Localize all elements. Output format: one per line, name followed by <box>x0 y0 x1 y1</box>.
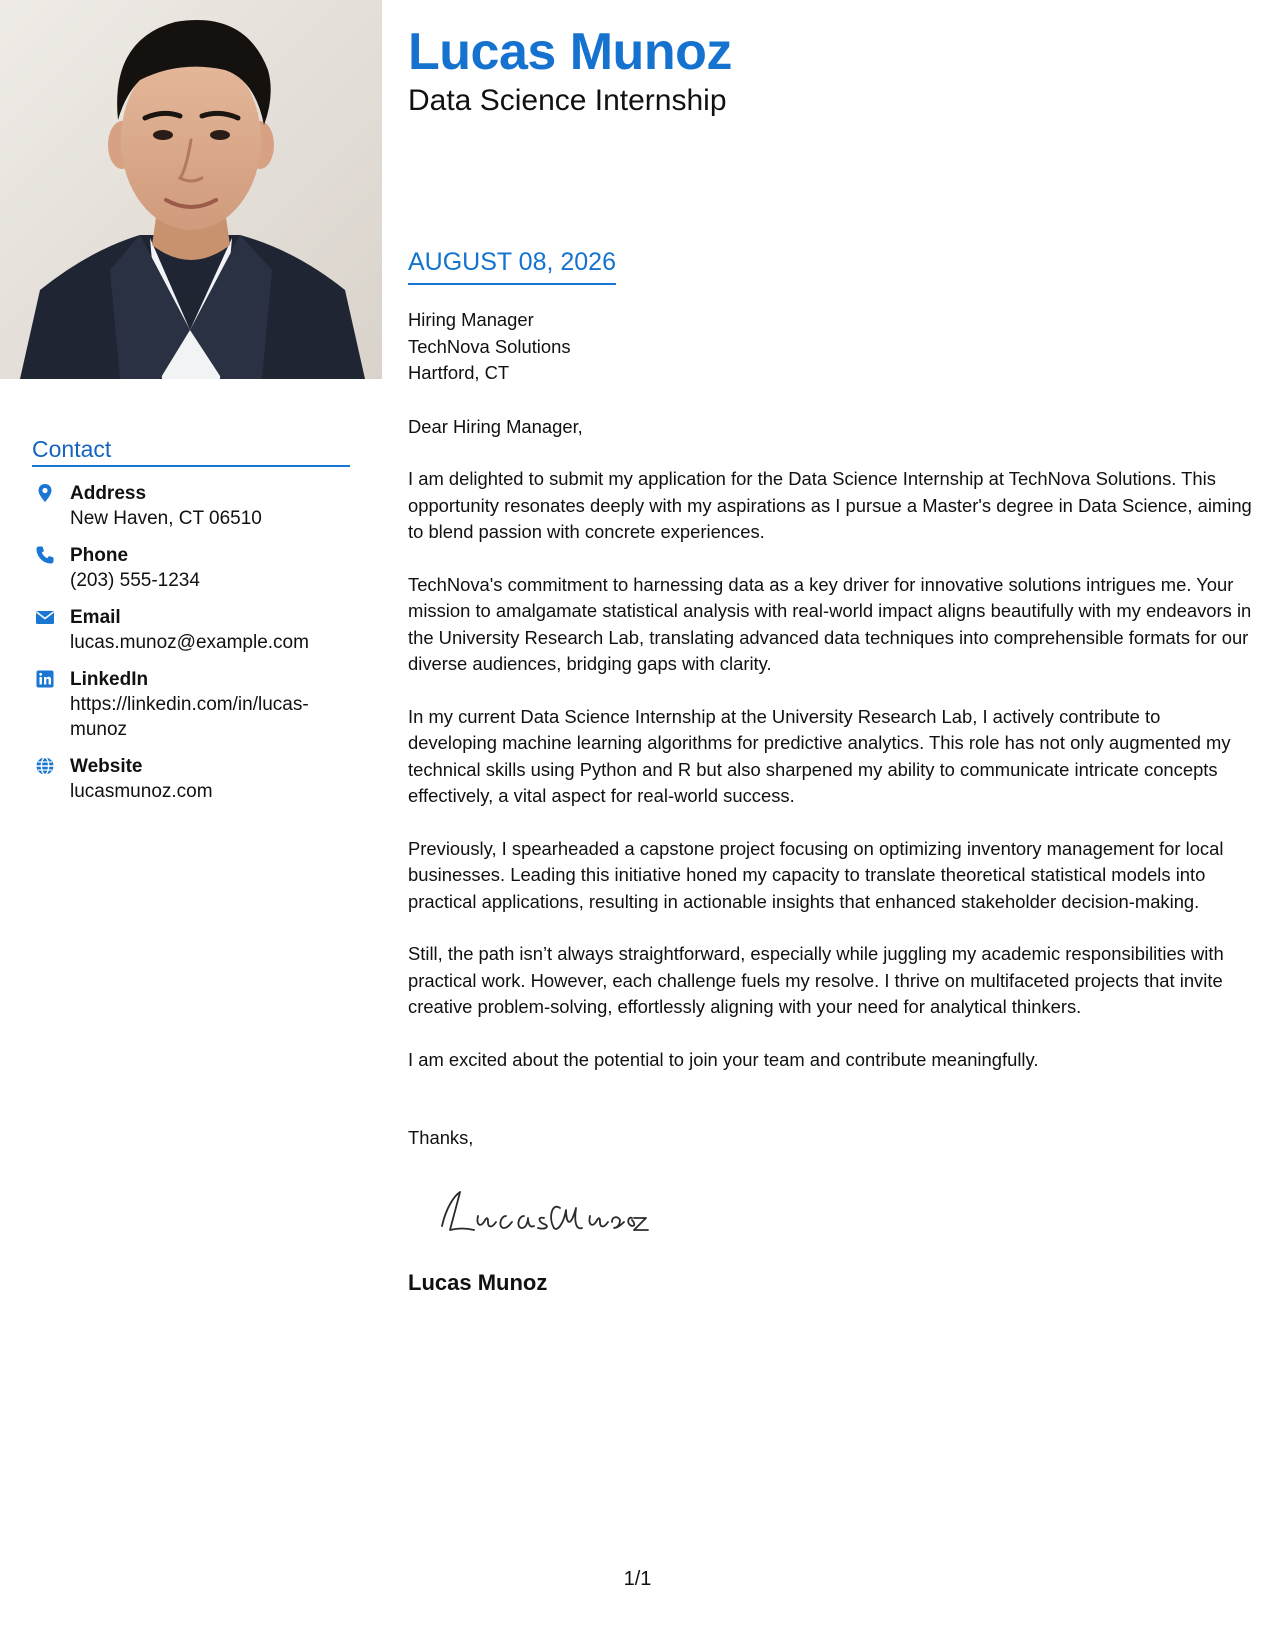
letter-paragraph: I am delighted to submit my application for the Data Science Internship at TechNova Solutions. This opportunity resonates deeply with my aspirations as I pursue a Master's degree in Data Science, aiming to blend passion with concrete experiences. <box>408 468 1252 542</box>
sidebar <box>0 0 382 1650</box>
recipient-line: Hiring Manager <box>408 309 534 330</box>
website-link[interactable]: lucasmunoz.com <box>70 781 213 802</box>
email-link[interactable]: lucas.munoz@example.com <box>70 632 309 653</box>
phone-icon <box>35 545 55 565</box>
contact-section <box>32 436 350 816</box>
salutation: Dear Hiring Manager, <box>408 415 583 437</box>
phone-value[interactable]: (203) 555-1234 <box>70 570 200 591</box>
contact-phone <box>32 543 350 593</box>
contact-label: Email <box>70 607 121 628</box>
signed-name: Lucas Munoz <box>408 1270 548 1295</box>
handwritten-signature <box>434 1178 664 1248</box>
profile-photo <box>0 0 382 379</box>
recipient-line: TechNova Solutions <box>408 335 571 357</box>
portrait-illustration <box>0 0 382 379</box>
contact-label: LinkedIn <box>70 669 149 690</box>
letter-paragraph: Still, the path isn’t always straightforward, especially while juggling my academic responsibilities with practical work. However, each challenge fuels my resolve. I thrive on multifaceted projects that invite creative problem-solving, effortlessly aligning with your need for analytical thinkers. <box>408 943 1224 1017</box>
recipient-block <box>408 307 1253 387</box>
contact-website <box>32 754 350 804</box>
letter-content <box>408 307 1253 1073</box>
contact-heading: Contact <box>32 436 350 467</box>
linkedin-icon <box>35 669 55 689</box>
closing: Thanks, <box>408 1127 474 1148</box>
applicant-name: Lucas Munoz <box>408 23 732 81</box>
applied-role: Data Science Internship <box>408 84 727 117</box>
contact-linkedin <box>32 667 350 742</box>
recipient-line: Hartford, CT <box>408 362 510 383</box>
letter-date: AUGUST 08, 2026 <box>408 248 616 285</box>
envelope-icon <box>35 607 55 627</box>
contact-label: Address <box>70 483 147 504</box>
contact-label: Phone <box>70 545 129 566</box>
linkedin-link[interactable]: https://linkedin.com/in/lucas-munoz <box>70 694 309 740</box>
address-value: New Haven, CT 06510 <box>70 508 262 529</box>
contact-email <box>32 605 350 655</box>
letter-paragraph: I am excited about the potential to join your team and contribute meaningfully. <box>408 1048 1039 1070</box>
letter-paragraph: Previously, I spearheaded a capstone project focusing on optimizing inventory management for local businesses. Leading this initiative honed my capacity to translate theoretical statistical models into practical applications, resulting in actionable insights that enhanced stakeholder decision-making. <box>408 837 1224 912</box>
map-pin-icon <box>35 483 55 503</box>
letter-paragraph: In my current Data Science Internship at the University Research Lab, I actively contribute to developing machine learning algorithms for predictive analytics. This role has not only augmented my technical skills using Python and R but also sharpened my ability to communicate intricate concepts effectively, a vital aspect for real-world success. <box>408 705 1231 806</box>
letter-paragraph: TechNova's commitment to harnessing data as a key driver for innovative solutions intrigues me. Your mission to amalgamate statistical analysis with real-world impact aligns beautifully with my endeavors in the University Research Lab, translating advanced data techniques into comprehensible formats for our diverse audiences, bridging gaps with clarity. <box>408 573 1252 674</box>
page-number: 1/1 <box>623 1568 652 1590</box>
globe-icon <box>35 756 55 776</box>
contact-address <box>32 481 350 531</box>
contact-label: Website <box>70 756 143 777</box>
